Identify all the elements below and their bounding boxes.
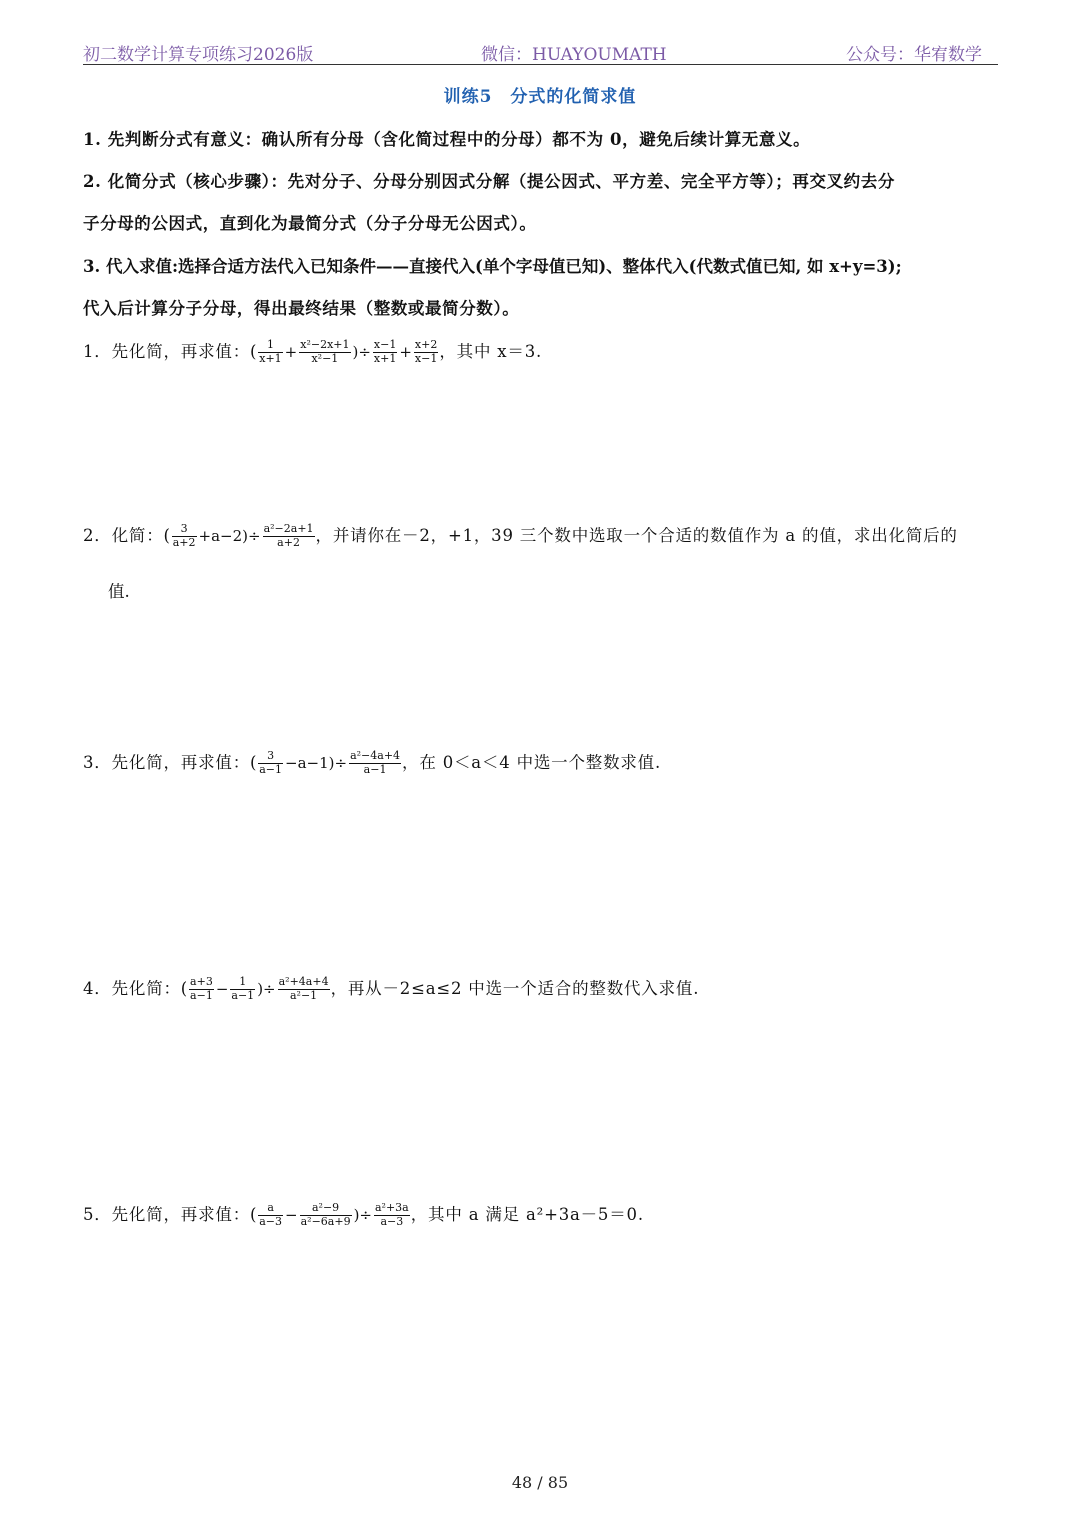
q1-fraction-4: $\frac{x+2}{x-1}$ bbox=[414, 338, 438, 365]
tip-2-cont: 子分母的公因式，直到化为最简分式（分子分母无公因式）。 bbox=[83, 214, 537, 233]
q4-suffix: ，再从－2≤a≤2 中选一个适合的整数代入求值. bbox=[330, 979, 700, 998]
question-2: 2．化简：( $\frac{3}{a+2}$ +a−2)÷ $\frac{\text{a²−2a+1}}{a+2}$ ，并请你在－2，+1，39 三个数中选取一个合适的数值作为 a 的值，求出化简后的 bbox=[83, 522, 958, 549]
question-2-continuation: 值. bbox=[108, 582, 130, 601]
q4-prefix: 4．先化简：( bbox=[83, 979, 189, 998]
q2-prefix: 2．化简：( bbox=[83, 526, 171, 545]
q4-fraction-1: $\frac{a+3}{a-1}$ bbox=[190, 975, 213, 1002]
q1-fraction-1: $\frac{1}{x+1}$ bbox=[259, 338, 282, 365]
header-wechat: 微信：HUAYOUMATH bbox=[481, 45, 667, 65]
q5-suffix: ，其中 a 满足 a²+3a－5＝0. bbox=[410, 1205, 644, 1224]
q3-fraction-1: $\frac{3}{a-1}$ bbox=[259, 749, 283, 776]
question-1: 1．先化简，再求值：( $\frac{1}{x+1}$ + $\frac{\text{x²−2x+1}}{\text{x²−1}}$ )÷ $\frac{x-1}{x+1}$ + $\frac{x+2}{x-1}$ ，其中 x＝3. bbox=[83, 338, 543, 365]
question-5: 5．先化简，再求值：( $\frac{a}{a-3}$ − $\frac{\text{a²−9}}{\text{a²−6a+9}}$ )÷ $\frac{\text{a²+3a}}{a-3}$ ，其中 a 满足 a²+3a－5＝0. bbox=[83, 1201, 644, 1228]
q4-fraction-3: $\frac{\text{a²+4a+4}}{\text{a²−1}}$ bbox=[278, 975, 329, 1002]
q4-fraction-2: $\frac{1}{a-1}$ bbox=[231, 975, 255, 1002]
section-title: 训练5 分式的化简求值 bbox=[443, 87, 637, 107]
q3-suffix: ，在 0＜a＜4 中选一个整数求值. bbox=[402, 753, 662, 772]
tip-1: 1. 先判断分式有意义：确认所有分母（含化简过程中的分母）都不为 0，避免后续计算无意义。 bbox=[83, 130, 811, 149]
q2-fraction-1: $\frac{3}{a+2}$ bbox=[172, 522, 196, 549]
q5-prefix: 5．先化简，再求值：( bbox=[83, 1205, 258, 1224]
q5-fraction-3: $\frac{\text{a²+3a}}{a-3}$ bbox=[375, 1201, 409, 1228]
header-official-account: 公众号：华宥数学 bbox=[846, 45, 982, 65]
q5-fraction-2: $\frac{\text{a²−9}}{\text{a²−6a+9}}$ bbox=[300, 1201, 351, 1228]
q1-suffix: ，其中 x＝3. bbox=[439, 342, 543, 361]
q3-fraction-2: $\frac{\text{a²−4a+4}}{a-1}$ bbox=[350, 749, 401, 776]
q1-prefix: 1．先化简，再求值：( bbox=[83, 342, 258, 361]
tip-2: 2. 化简分式（核心步骤）：先对分子、分母分别因式分解（提公因式、平方差、完全平方等）；再交叉约去分 bbox=[83, 172, 895, 191]
q2-suffix: ，并请你在－2，+1，39 三个数中选取一个合适的数值作为 a 的值，求出化简后的 bbox=[315, 526, 958, 545]
q3-prefix: 3．先化简，再求值：( bbox=[83, 753, 258, 772]
page-header bbox=[83, 38, 998, 65]
header-book-title: 初二数学计算专项练习2026版 bbox=[83, 45, 314, 65]
q1-fraction-2: $\frac{\text{x²−2x+1}}{\text{x²−1}}$ bbox=[300, 338, 350, 365]
q2-fraction-2: $\frac{\text{a²−2a+1}}{a+2}$ bbox=[263, 522, 314, 549]
q1-fraction-3: $\frac{x-1}{x+1}$ bbox=[373, 338, 397, 365]
tip-3-cont: 代入后计算分子分母，得出最终结果（整数或最简分数）。 bbox=[83, 299, 520, 318]
tip-3: 3. 代入求值:选择合适方法代入已知条件——直接代入(单个字母值已知)、整体代入(代数式值已知, 如 x+y=3); bbox=[83, 257, 902, 276]
page-number: 48 / 85 bbox=[511, 1473, 569, 1492]
q5-fraction-1: $\frac{a}{a-3}$ bbox=[259, 1201, 283, 1228]
question-3: 3．先化简，再求值：( $\frac{3}{a-1}$ −a−1)÷ $\frac{\text{a²−4a+4}}{a-1}$ ，在 0＜a＜4 中选一个整数求值. bbox=[83, 749, 662, 776]
question-4: 4．先化简：( $\frac{a+3}{a-1}$ − $\frac{1}{a-1}$ )÷ $\frac{\text{a²+4a+4}}{\text{a²−1}}$ ，再从－2≤a≤2 中选一个适合的整数代入求值. bbox=[83, 975, 700, 1002]
